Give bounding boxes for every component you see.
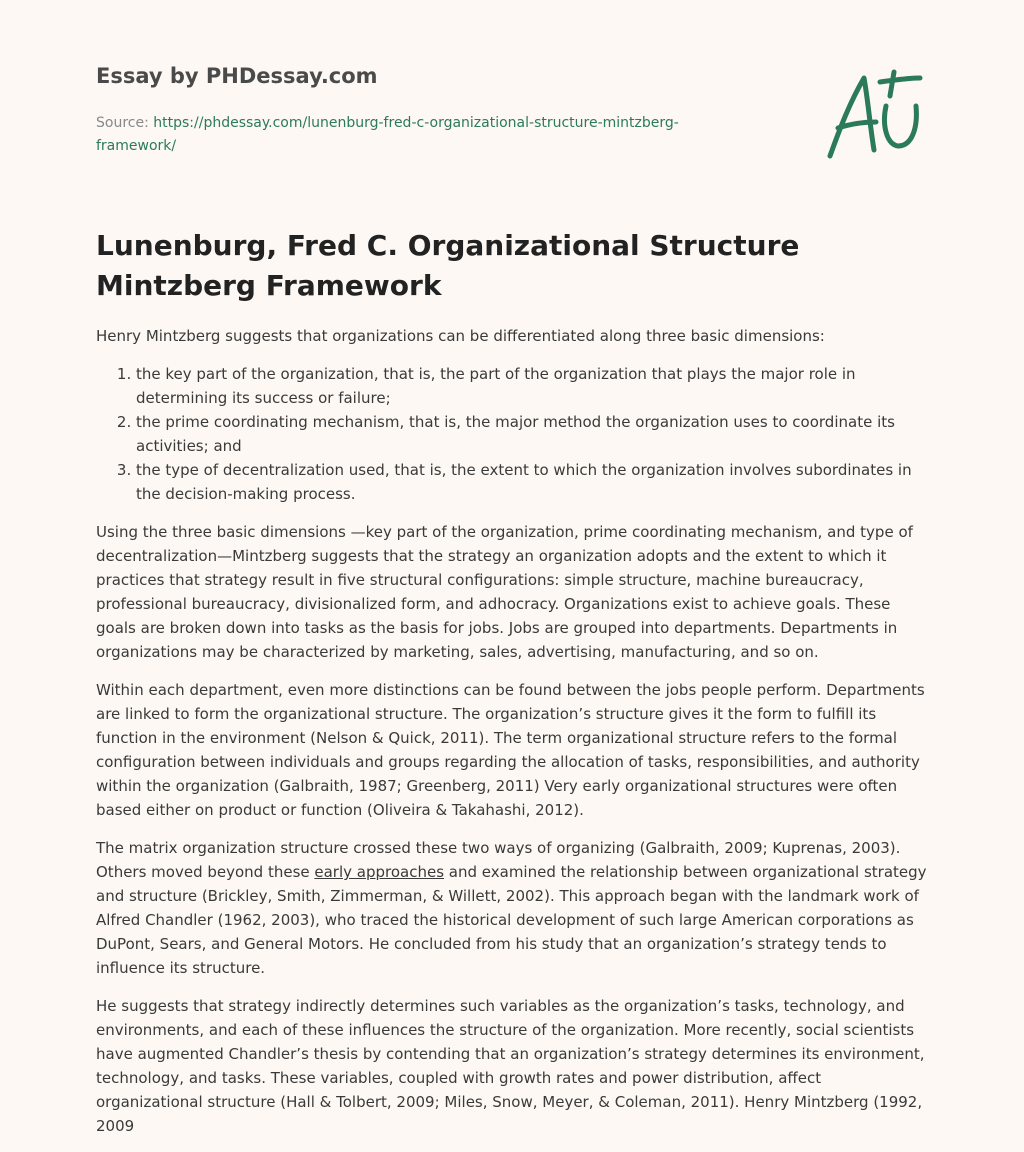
source-link[interactable]: https://phdessay.com/lunenburg-fred-c-organizational-structure-mintzberg-framework/ bbox=[96, 115, 679, 154]
dimensions-list bbox=[96, 362, 932, 506]
article-title: Lunenburg, Fred C. Organizational Structure Mintzberg Framework bbox=[96, 229, 800, 302]
paragraph-text: and examined the relationship between organizational strategy and structure (Brickley, Smith, Zimmerman, & Willett, 2002). This approach began with the landmark work of Alfred Chandler (1962, 2003), who traced the historical development of such large American corporations as DuPont, Sears, and General Motors. He concluded from his study that an organization’s strategy tends to influence its structure. bbox=[96, 863, 927, 977]
list-item: 1. the key part of the organization, that is, the part of the organization that plays the major role in determining its success or failure; bbox=[136, 362, 932, 410]
a-plus-grade-icon bbox=[820, 66, 930, 166]
source-label: Source: bbox=[96, 115, 154, 131]
article-body bbox=[96, 324, 932, 1152]
source-line bbox=[96, 112, 736, 158]
site-brand: Essay by PHDessay.com bbox=[96, 64, 378, 88]
paragraph: Using the three basic dimensions —key part of the organization, prime coordinating mechanism, and type of decentralization—Mintzberg suggests that the strategy an organization adopts and the extent to which it practices that strategy result in five structural configurations: simple structure, machine bureaucracy, professional bureaucracy, divisionalized form, and adhocracy. Organizations exist to achieve goals. These goals are broken down into tasks as the basis for jobs. Jobs are grouped into departments. Departments in organizations may be characterized by marketing, sales, advertising, manufacturing, and so on. bbox=[96, 523, 913, 661]
paragraph: Within each department, even more distinctions can be found between the jobs people perform. Departments are linked to form the organizational structure. The organization’s structure gives it the form to fulfill its function in the environment (Nelson & Quick, 2011). The term organizational structure refers to the formal configuration between individuals and groups regarding the allocation of tasks, responsibilities, and authority within the organization (Galbraith, 1987; Greenberg, 2011) Very early organizational structures were often based either on product or function (Oliveira & Takahashi, 2012). bbox=[96, 681, 925, 819]
paragraph-text: The matrix organization structure crossed these two ways of organizing (Galbraith, 2009; Kuprenas, 2003). Others moved beyond these bbox=[96, 839, 901, 881]
list-item: 2. the prime coordinating mechanism, that is, the major method the organization uses to coordinate its activities; and bbox=[136, 410, 932, 458]
list-item: 3. the type of decentralization used, that is, the extent to which the organization involves subordinates in the decision-making process. bbox=[136, 458, 932, 506]
paragraph: He suggests that strategy indirectly determines such variables as the organization’s tasks, technology, and environments, and each of these influences the structure of the organization. More recently, social scientists have augmented Chandler’s thesis by contending that an organization’s strategy determines its environment, technology, and tasks. These variables, coupled with growth rates and power distribution, affect organizational structure (Hall & Tolbert, 2009; Miles, Snow, Meyer, & Coleman, 2011). Henry Mintzberg (1992, 2009 bbox=[96, 997, 925, 1135]
paragraph bbox=[96, 836, 932, 980]
intro-paragraph: Henry Mintzberg suggests that organizations can be differentiated along three basic dimensions: bbox=[96, 327, 825, 345]
early-approaches-link[interactable]: early approaches bbox=[314, 863, 445, 881]
